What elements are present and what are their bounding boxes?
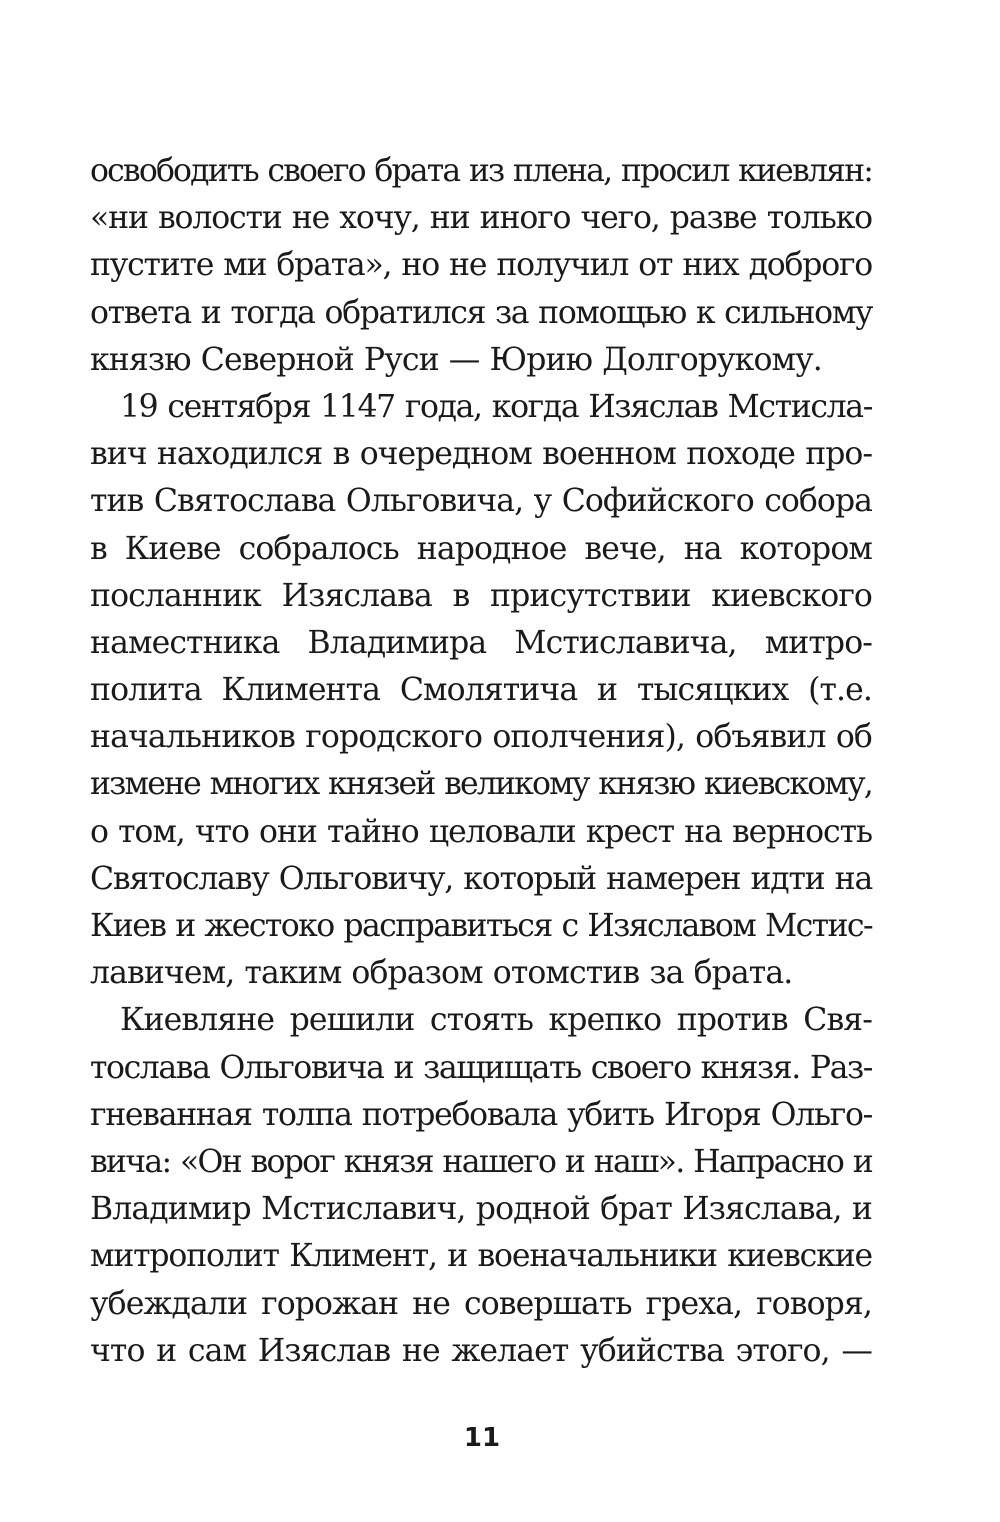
text-line: освободить своего брата из плена, просил киевлян: (90, 153, 872, 189)
text-line: наместника Владимира Мстиславича, митро- (90, 624, 872, 661)
text-line: полита Климента Смолятича и тысяцких (т.е. (90, 672, 872, 709)
text-line: посланник Изяслава в присутствии киевского (90, 577, 872, 614)
text-line: о том, что они тайно целовали крест на верность (90, 813, 872, 850)
text-line: вич находился в очередном военном походе про- (90, 436, 872, 473)
text-line: «ни волости не хочу, ни иного чего, разве только (90, 200, 872, 237)
text-line: гневанная толпа потребовала убить Игоря Ольго- (90, 1096, 872, 1133)
text-line: Киев и жестоко расправиться с Изяславом Мстис- (90, 908, 872, 944)
text-line: вича: «Он ворог князя нашего и наш». Напрасно и (90, 1143, 872, 1180)
text-line: пустите ми брата», но не получил от них доброго (90, 247, 872, 284)
text-line: Святославу Ольговичу, который намерен идти на (90, 860, 872, 897)
text-line: ответа и тогда обратился за помощью к сильному (90, 294, 872, 331)
body-text (90, 148, 872, 1375)
text-line: 19 сентября 1147 года, когда Изяслав Мстисла- (120, 388, 872, 425)
text-line: лавичем, таким образом отомстив за брата. (90, 955, 793, 992)
text-line: тив Святослава Ольговича, у Софийского собора (90, 483, 872, 520)
text-line: Киевляне решили стоять крепко против Свя- (120, 1002, 872, 1039)
text-line: начальников городского ополчения), объявил об (90, 719, 872, 756)
text-line: измене многих князей великому князю киевскому, (90, 766, 872, 803)
text-line: митрополит Климент, и военачальники киевские (90, 1238, 872, 1275)
text-line: в Киеве собралось народное вече, на котором (90, 530, 872, 567)
text-line: Владимир Мстиславич, родной брат Изяслава, и (90, 1191, 872, 1228)
text-line: князю Северной Руси — Юрию Долгорукому. (90, 341, 822, 378)
page-number: 11 (463, 1423, 501, 1453)
text-line: убеждали горожан не совершать греха, говоря, (90, 1285, 872, 1322)
text-line: что и сам Изяслав не желает убийства этого, — (90, 1332, 872, 1369)
text-line: тослава Ольговича и защищать своего князя. Раз- (90, 1049, 872, 1086)
